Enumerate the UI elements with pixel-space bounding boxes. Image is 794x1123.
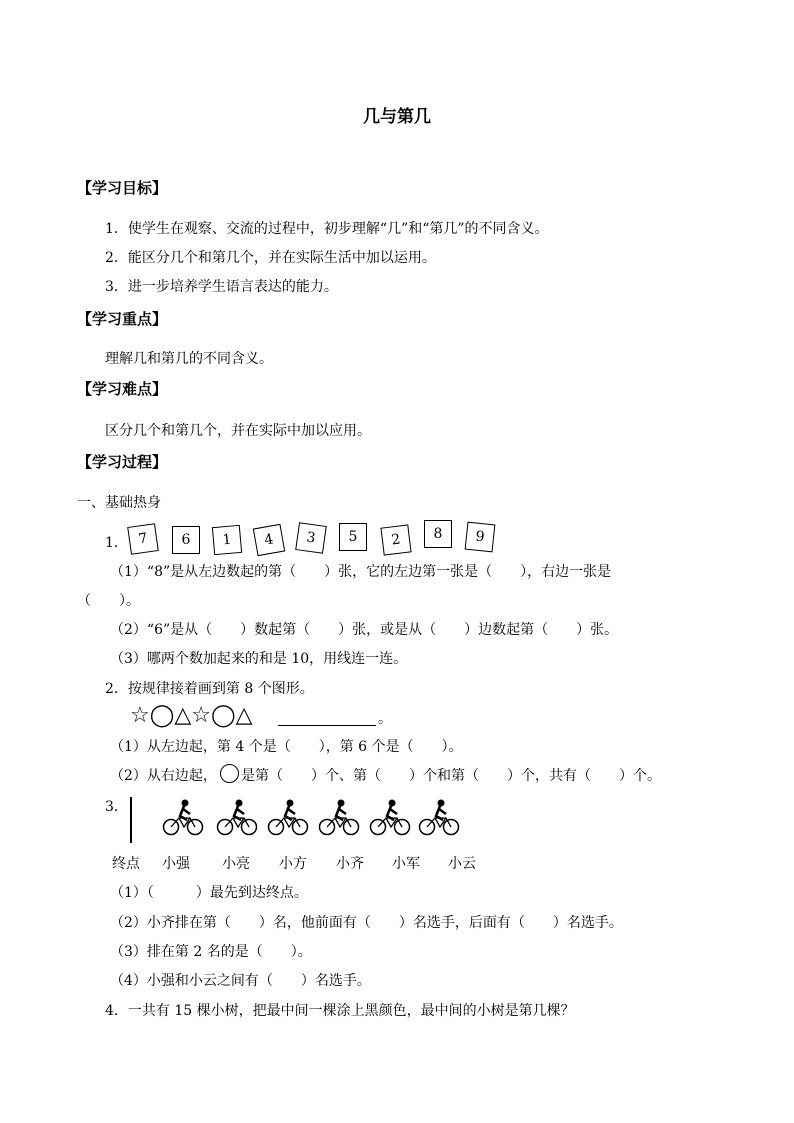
process-heading: 【学习过程】 bbox=[77, 453, 168, 471]
q2-2-suffix: 是第（ ）个、第（ ）个和第（ ）个，共有（ ）个。 bbox=[241, 768, 661, 784]
q4: 4．一共有 15 棵小树，把最中间一棵涂上黑颜色，最中间的小树是第几棵？ bbox=[105, 1003, 575, 1019]
difficulty-heading: 【学习难点】 bbox=[77, 380, 168, 398]
cyclist-icon bbox=[369, 798, 411, 836]
q2-2-prefix: （2）从右边起， bbox=[110, 768, 217, 784]
number-card: 6 bbox=[172, 526, 200, 554]
finish-line bbox=[130, 797, 132, 843]
number-card: 4 bbox=[253, 524, 285, 556]
number-card: 3 bbox=[295, 522, 327, 554]
number-card: 7 bbox=[127, 523, 159, 555]
goals-heading: 【学习目标】 bbox=[77, 179, 168, 197]
shape-sequence-end: 。 bbox=[378, 711, 392, 727]
q3-3: （3）排在第 2 名的是（ ）。 bbox=[110, 944, 312, 960]
number-card: 1 bbox=[212, 525, 242, 555]
label-xiaojun: 小军 bbox=[392, 856, 420, 872]
focus-text: 理解几和第几的不同含义。 bbox=[105, 351, 273, 367]
shape-sequence: ☆◯△☆◯△ bbox=[130, 703, 253, 728]
number-card: 9 bbox=[465, 522, 496, 553]
q1-3: （3）哪两个数加起来的和是 10，用线连一连。 bbox=[110, 651, 408, 667]
goal-item-3: 3．进一步培养学生语言表达的能力。 bbox=[105, 279, 338, 295]
q1-1-line2: （ ）。 bbox=[77, 593, 140, 609]
page-title: 几与第几 bbox=[363, 107, 431, 127]
cyclist-icon bbox=[216, 798, 258, 836]
difficulty-text: 区分几个和第几个，并在实际中加以应用。 bbox=[105, 423, 371, 439]
q1-1-line1: （1）“8”是从左边数起的第（ ）张，它的左边第一张是（ ），右边一张是 bbox=[110, 564, 612, 580]
label-xiaoqi: 小齐 bbox=[336, 856, 364, 872]
circle-icon bbox=[220, 764, 239, 783]
focus-heading: 【学习重点】 bbox=[77, 310, 168, 328]
goal-item-1: 1．使学生在观察、交流的过程中，初步理解“几”和“第几”的不同含义。 bbox=[105, 221, 549, 237]
answer-blank-line bbox=[278, 725, 376, 726]
label-xiaoyun: 小云 bbox=[448, 856, 476, 872]
q3-4: （4）小强和小云之间有（ ）名选手。 bbox=[110, 973, 371, 989]
cyclist-icon bbox=[267, 798, 309, 836]
number-card: 2 bbox=[380, 524, 411, 555]
label-xiaofang: 小方 bbox=[279, 856, 307, 872]
part1-heading: 一、基础热身 bbox=[77, 495, 161, 511]
q3-2: （2）小齐排在第（ ）名，他前面有（ ）名选手，后面有（ ）名选手。 bbox=[110, 915, 623, 931]
number-card: 8 bbox=[424, 520, 452, 548]
number-card: 5 bbox=[339, 523, 367, 551]
label-finish: 终点 bbox=[112, 856, 140, 872]
q2: 2．按规律接着画到第 8 个图形。 bbox=[105, 681, 314, 697]
label-xiaoliang: 小亮 bbox=[222, 856, 250, 872]
q3-1: （1）（ ）最先到达终点。 bbox=[110, 885, 308, 901]
q1-2: （2）“6”是从（ ）数起第（ ）张，或是从（ ）边数起第（ ）张。 bbox=[110, 622, 619, 638]
q1-number: 1． bbox=[105, 535, 128, 551]
goal-item-2: 2．能区分几个和第几个，并在实际生活中加以运用。 bbox=[105, 250, 436, 266]
q2-1: （1）从左边起，第 4 个是（ ），第 6 个是（ ）。 bbox=[110, 739, 463, 755]
cyclist-icon bbox=[418, 798, 460, 836]
label-xiaoqiang: 小强 bbox=[162, 856, 190, 872]
cyclist-icon bbox=[318, 798, 360, 836]
cyclist-icon bbox=[162, 798, 204, 836]
q3-number: 3． bbox=[105, 799, 128, 815]
